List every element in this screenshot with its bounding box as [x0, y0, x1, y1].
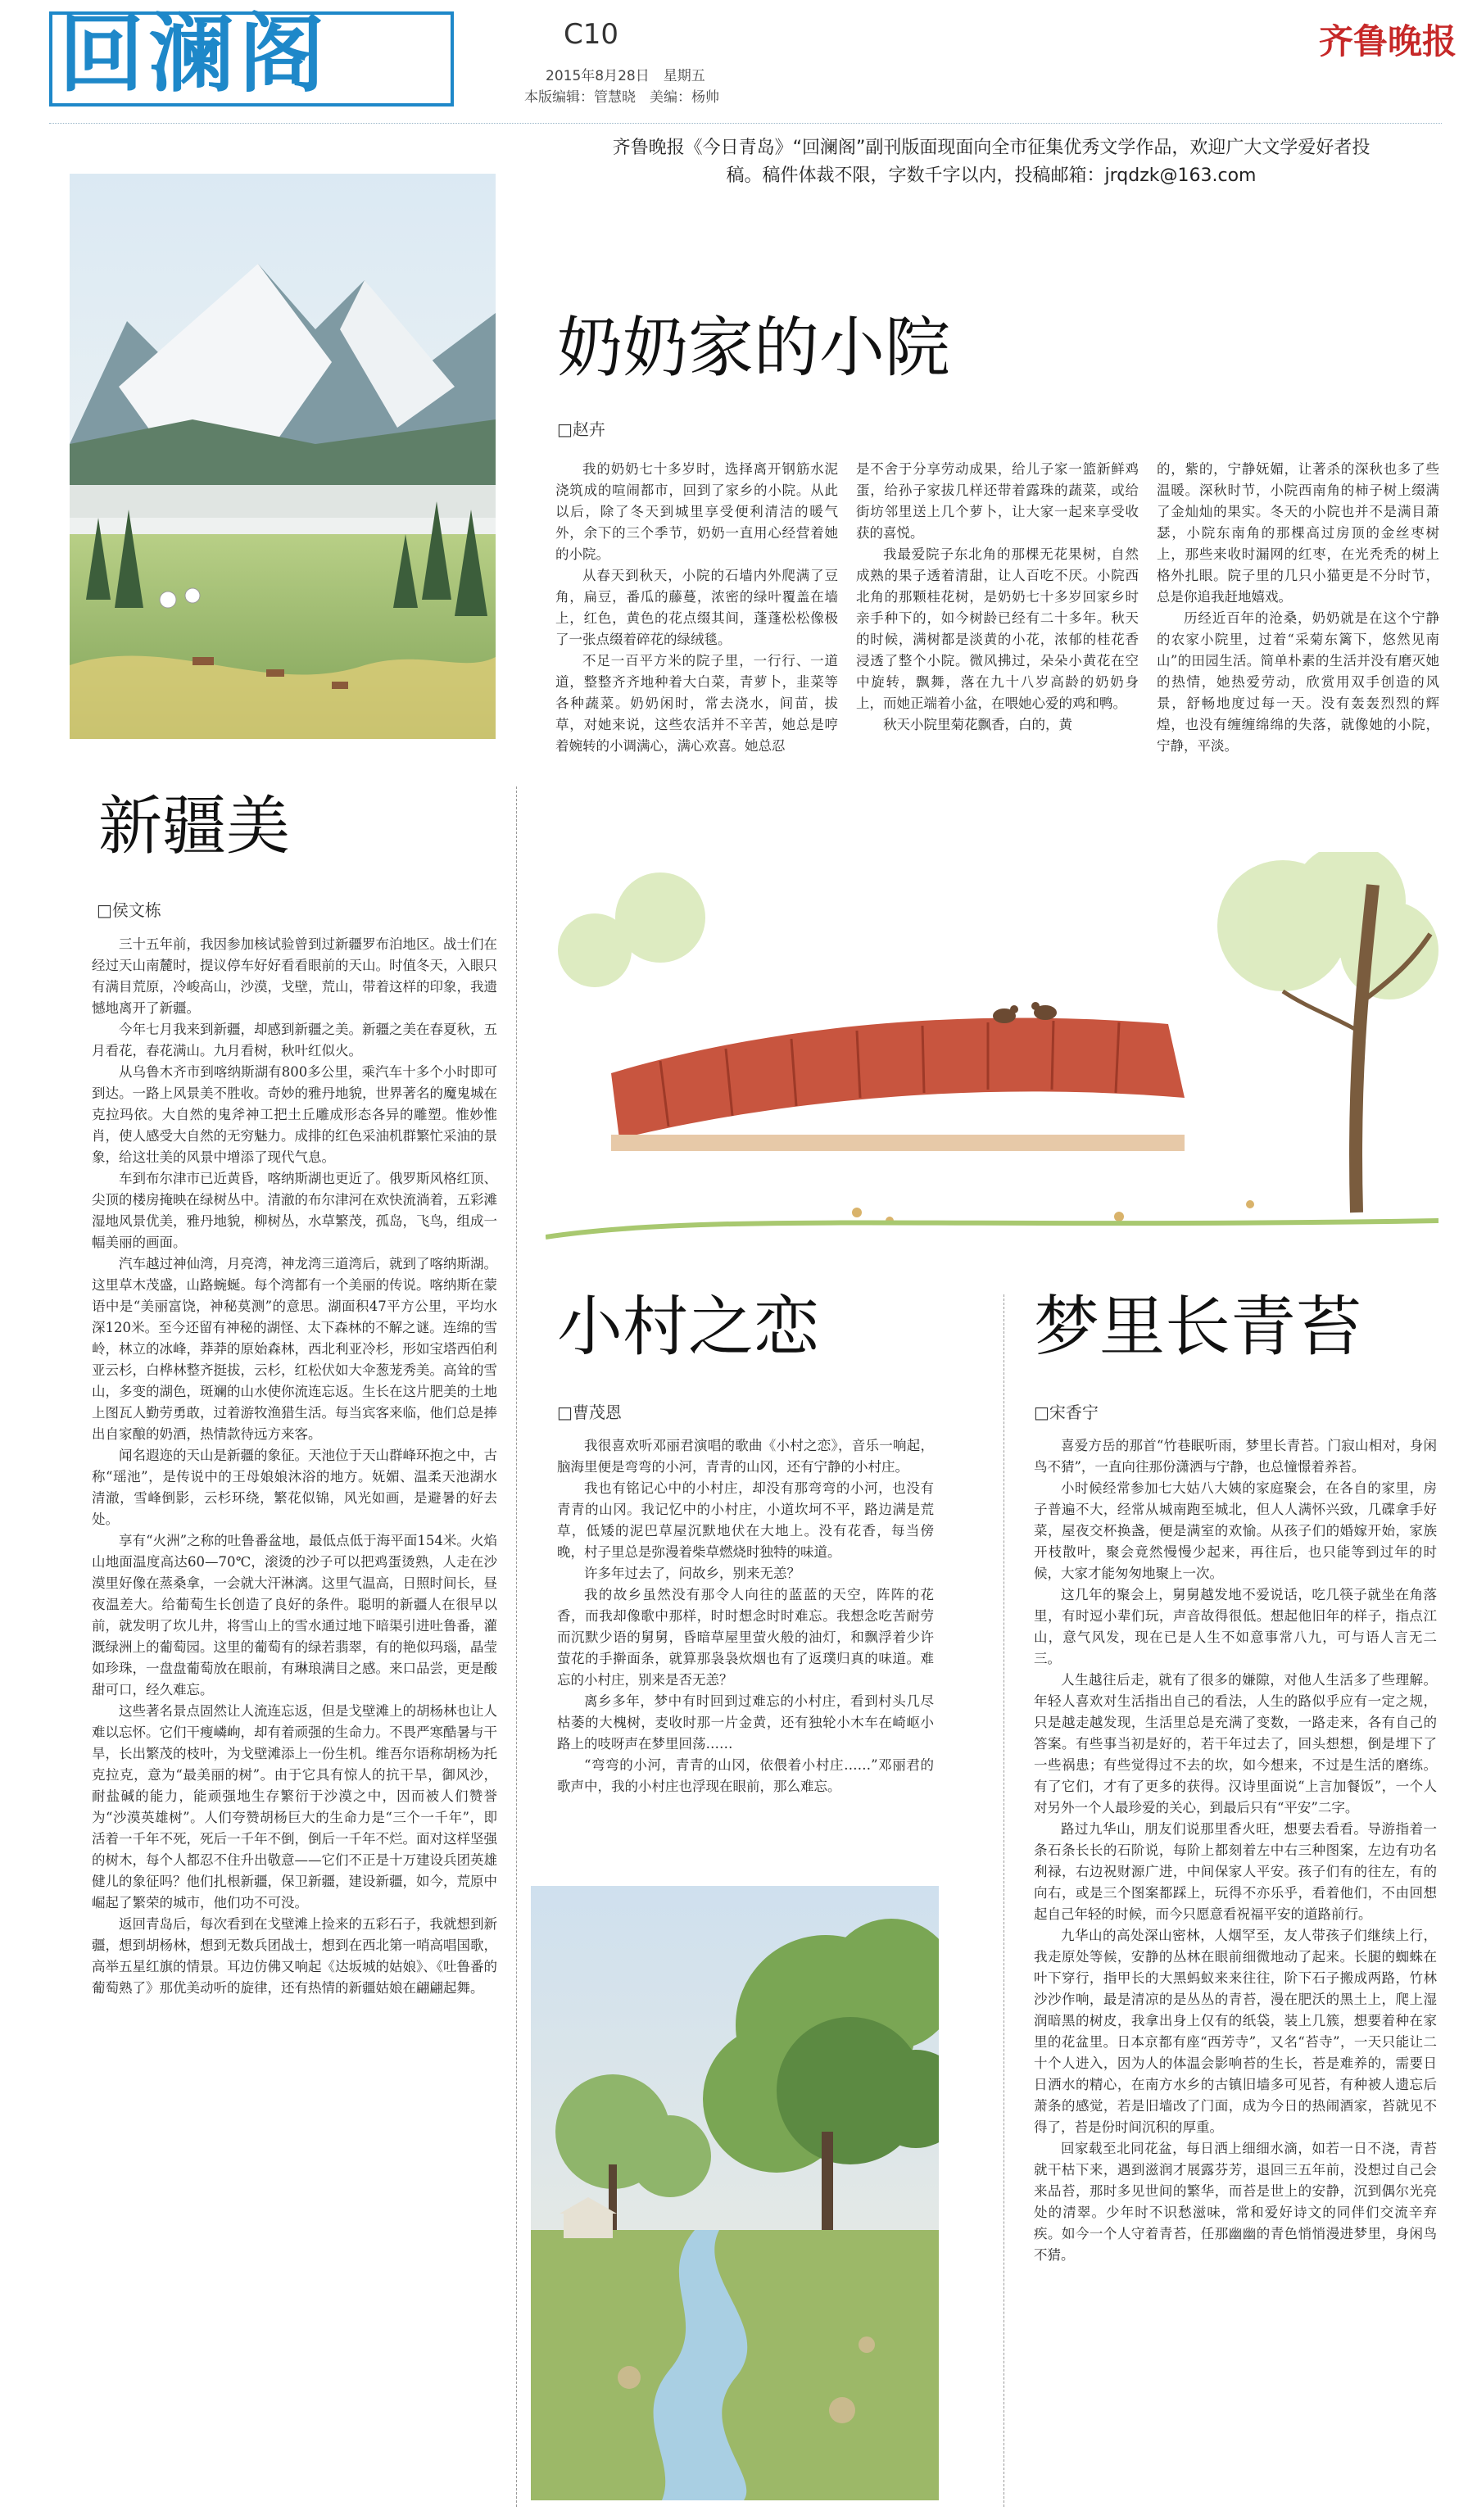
article-title-grandma: 奶奶家的小院 — [557, 310, 950, 386]
article-byline-xinjiang: □侯文栋 — [97, 900, 161, 920]
roof-and-tree-illustration — [546, 852, 1438, 1245]
article-body-village — [557, 1435, 934, 1878]
article-body-grandma-column-3 — [1157, 459, 1439, 836]
editor-credits: 本版编辑：管慧晓 美编：杨帅 — [524, 89, 719, 106]
paragraph: 的，紫的，宁静妩媚，让著杀的深秋也多了些温暖。深秋时节，小院西南角的柿子树上缀满了金灿灿的果实。冬天的小院也并不是满目萧瑟，小院东南角的那棵高过房顶的金丝枣树上，那些来收时漏网的红枣，在光秃秃的树上格外扎眼。院子里的几只小猫更是不分时节，总是你追我赶地嬉戏。 — [1157, 461, 1439, 605]
article-body-moss — [1034, 1435, 1437, 2504]
paragraph: 不足一百平方米的院子里，一行行、一道道，整整齐齐地种着大白菜，青萝卜，韭菜等各种蔬菜。奶奶闲时，常去浇水，间苗，拔草，对她来说，这些农活并不辛苦，她总是哼着婉转的小调满心，满心欢喜。她总忍 — [555, 653, 838, 754]
paragraph: 九华山的高处深山密林，人烟罕至，友人带孩子们继续上行，我走原处等候，安静的丛林在眼前细微地动了起来。长腿的蜘蛛在叶下穿行，指甲长的大黑蚂蚁来来往往，阶下石子搬成两路，竹林沙沙作响，最是清凉的是丛丛的青苔，漫在肥沃的黑土上，爬上湿润暗黑的树皮，我拿出身上仅有的纸袋，装上几簇，想要着种在家里的花盆里。日本京都有座“西芳寺”，又名“苔寺”，一天只能让二十个人进入，因为人的体温会影响苔的生长，苔是难养的，需要日日洒水的精心，在南方水乡的古镇旧墙多可见苔，有种被人遗忘后萧条的感觉，若是旧墙改了门面，成为今日的热闹酒家，苔就见不得了，苔是份时间沉积的厚重。 — [1034, 1928, 1437, 2135]
paragraph: 我的故乡虽然没有那令人向往的蓝蓝的天空，阵阵的花香，而我却像歌中那样，时时想念时时难忘。我想念吃苦耐劳而沉默少语的舅舅，昏暗草屋里萤火般的油灯，和飘浮着少许萤花的手擀面条，就算那袅袅炊烟也有了返璞归真的味道。难忘的小村庄，别来是否无恙？ — [557, 1587, 934, 1688]
paragraph: 从春天到秋天，小院的石墙内外爬满了豆角，扁豆，番瓜的藤蔓，浓密的绿叶覆盖在墙上，红色，黄色的花点缀其间，蓬蓬松松像极了一张点缀着碎花的绿绒毯。 — [555, 568, 838, 647]
article-title-village: 小村之恋 — [557, 1289, 819, 1365]
article-byline-moss: □宋香宁 — [1034, 1403, 1099, 1422]
column-divider — [516, 786, 517, 2507]
mountain-landscape-painting — [70, 174, 496, 739]
paragraph: 我的奶奶七十多岁时，选择离开钢筋水泥浇筑成的喧闹都市，回到了家乡的小院。从此以后，除了冬天到城里享受便利清洁的暖气外，余下的三个季节，奶奶一直用心经营着她的小院。 — [555, 461, 838, 562]
paragraph: 小时候经常参加七大姑八大姨的家庭聚会，在各自的家里，房子普遍不大，经常从城南跑至城北，但人人满怀兴致，几碟拿手好菜，屋夜交杯换盏，便是满室的欢愉。从孩子们的婚嫁开始，家族开枝散叶，聚会竟然慢慢少起来，再往后，也只能等到过年的时候，大家才能匆匆地聚上一次。 — [1034, 1480, 1437, 1581]
masthead-divider — [49, 123, 1442, 124]
submission-notice: 齐鲁晚报《今日青岛》“回澜阁”副刊版面现面向全市征集优秀文学作品，欢迎广大文学爱好者投稿。稿件体裁不限，字数千字以内，投稿邮箱：jrqdzk@163.com — [612, 138, 1371, 186]
paragraph: 返回青岛后，每次看到在戈壁滩上捡来的五彩石子，我就想到新疆，想到胡杨林，想到无数兵团战士，想到在西北第一哨高唱国歌，高举五星红旗的情景。耳边仿佛又响起《达坂城的姑娘》、《吐鲁番的葡萄熟了》那优美动听的旋律，还有热情的新疆姑娘在翩翩起舞。 — [92, 1916, 497, 1996]
edition-date: 2015年8月28日 星期五 — [546, 68, 705, 84]
paragraph: 离乡多年，梦中有时回到过难忘的小村庄，看到村头几尽枯萎的大槐树，麦收时那一片金黄，还有独轮小木车在崎岖小路上的吱呀声在梦里回荡…… — [557, 1693, 934, 1752]
article-title-xinjiang: 新疆美 — [98, 790, 291, 863]
paragraph: 历经近百年的沧桑，奶奶就是在这个宁静的农家小院里，过着“采菊东篱下，悠然见南山”的田园生活。简单朴素的生活并没有磨灭她的热情，她热爱劳动，欣赏用双手创造的风景，舒畅地度过每一天。没有轰轰烈烈的辉煌，也没有缠缠绵绵的失落，就像她的小院，宁静，平淡。 — [1157, 610, 1439, 754]
paragraph: 我很喜欢听邓丽君演唱的歌曲《小村之恋》，音乐一响起，脑海里便是弯弯的小河，青青的山冈，还有宁静的小村庄。 — [557, 1438, 934, 1475]
paragraph: 今年七月我来到新疆，却感到新疆之美。新疆之美在春夏秋，五月看花，春花满山。九月看树，秋叶红似火。 — [92, 1022, 497, 1058]
paragraph: 这几年的聚会上，舅舅越发地不爱说话，吃几筷子就坐在角落里，有时逗小辈们玩，声音故得很低。想起他旧年的样子，指点江山，意气风发，现在已是人生不如意事常八九，可与语人言无二三。 — [1034, 1587, 1437, 1666]
article-body-grandma-column-1 — [555, 459, 838, 836]
article-byline-village: □曹茂恩 — [557, 1403, 622, 1422]
riverside-trees-painting — [531, 1886, 939, 2500]
paragraph: 从乌鲁木齐市到喀纳斯湖有800多公里，乘汽车十多个小时即可到达。一路上风景美不胜收。奇妙的雅丹地貌，世界著名的魔鬼城在克拉玛依。大自然的鬼斧神工把土丘雕成形态各异的雕塑。惟妙惟肖，使人感受大自然的无穷魅力。成排的红色采油机群繁忙采油的景象，给这壮美的风景中增添了现代气息。 — [92, 1064, 497, 1165]
paragraph: 三十五年前，我因参加核试验曾到过新疆罗布泊地区。战士们在经过天山南麓时，提议停车好好看看眼前的天山。时值冬天，入眼只有满目荒原，冷峻高山，沙漠，戈壁，荒山，带着这样的印象，我遗憾地离开了新疆。 — [92, 936, 497, 1016]
paragraph: 是不舍于分享劳动成果，给儿子家一篮新鲜鸡蛋，给孙子家拔几样还带着露珠的蔬菜，或给街坊邻里送上几个萝卜，让大家一起来享受收获的喜悦。 — [856, 461, 1139, 541]
section-title: 回澜阁 — [59, 4, 330, 104]
paragraph: 路过九华山，朋友们说那里香火旺，想要去看看。导游指着一条石条长长的石阶说，每阶上都刻着左中右三种图案，左边有功名利禄，右边祝财源广进，中间保家人平安。孩子们有的往左，有的向右，或是三个图案都踩上，玩得不亦乐乎，看着他们，不由回想起自己年轻的时候，而今只愿意看祝福平安的道路前行。 — [1034, 1821, 1437, 1922]
paragraph: 许多年过去了，问故乡，别来无恙？ — [584, 1566, 800, 1581]
article-body-grandma-column-2 — [856, 459, 1139, 836]
newspaper-logo: 齐鲁晚报 — [1319, 21, 1457, 61]
paragraph: 秋天小院里菊花飘香，白的，黄 — [883, 717, 1072, 732]
article-byline-grandma: □赵卉 — [557, 419, 605, 439]
paragraph: “弯弯的小河，青青的山冈，依偎着小村庄……”邓丽君的歌声中，我的小村庄也浮现在眼前，那么难忘。 — [557, 1757, 934, 1794]
paragraph: 车到布尔津市已近黄昏，喀纳斯湖也更近了。俄罗斯风格红顶、尖顶的楼房掩映在绿树丛中。清澈的布尔津河在欢快流淌着，五彩滩湿地风景优美，雅丹地貌，柳树丛，水草繁茂，孤岛，飞鸟，组成一幅美丽的画面。 — [92, 1171, 497, 1250]
page-number: C10 — [564, 18, 619, 51]
paragraph: 我也有铭记心中的小村庄，却没有那弯弯的小河，也没有青青的山冈。我记忆中的小村庄，小道坎坷不平，路边满是荒草，低矮的泥巴草屋沉默地伏在大地上。没有花香，每当傍晚，村子里总是弥漫着柴草燃烧时独特的味道。 — [557, 1480, 934, 1560]
paragraph: 汽车越过神仙湾，月亮湾，神龙湾三道湾后，就到了喀纳斯湖。这里草木茂盛，山路蜿蜒。每个湾都有一个美丽的传说。喀纳斯在蒙语中是“美丽富饶，神秘莫测”的意思。湖面积47平方公里，平均水深120米。至今还留有神秘的湖怪、太下森林的不解之谜。连绵的雪岭，林立的冰峰，莽莽的原始森林，西北利亚冷杉，形如宝塔西伯利亚云杉，白桦林整齐挺拔，云杉，红松伏如大伞葱茏秀美。高耸的雪山，多变的湖色，斑斓的山水使你流连忘返。生长在这片肥美的土地上图瓦人勤劳勇敢，过着游牧渔猎生活。每当宾客来临，他们总是捧出自家酿的奶酒，热情款待远方来客。 — [92, 1256, 497, 1442]
paragraph: 我最爱院子东北角的那棵无花果树，自然成熟的果子透着清甜，让人百吃不厌。小院西北角的那颗桂花树，是奶奶七十多岁回家乡时亲手种下的，如今树龄已经有二十多年。秋天的时候，满树都是淡黄的小花，浓郁的桂花香浸透了整个小院。微风拂过，朵朵小黄花在空中旋转，飘舞，落在九十八岁高龄的奶奶身上，而她正端着小盆，在喂她心爱的鸡和鸭。 — [856, 546, 1139, 711]
paragraph: 人生越往后走，就有了很多的嫌隙，对他人生活多了些理解。年轻人喜欢对生活指出自己的看法，人生的路似乎应有一定之规，只是越走越发现，生活里总是充满了变数，一路走来，各有自己的答案。有些事当初是好的，若干年过去了，回头想想，倒是埋下了一些祸患；有些觉得过不去的坎，如今想来，不过是生活的磨练。有了它们，才有了更多的获得。汉诗里面说“上言加餐饭”，一个人对另外一个人最珍爱的关心，到最后只有“平安”二字。 — [1034, 1672, 1437, 1815]
paragraph: 享有“火洲”之称的吐鲁番盆地，最低点低于海平面154米。火焰山地面温度高达60—70℃，滚烫的沙子可以把鸡蛋烫熟，人走在沙漠里好像在蒸桑拿，一会就大汗淋漓。这里气温高，日照时间长，昼夜温差大。给葡萄生长创造了良好的条件。聪明的新疆人在很早以前，就发明了坎儿井，将雪山上的雪水通过地下暗渠引进吐鲁番，灌溉绿洲上的葡萄园。这里的葡萄有的绿若翡翠，有的艳似玛瑙，晶莹如珍珠，一盘盘葡萄放在眼前，有琳琅满目之感。来口品尝，更是酸甜可口，经久难忘。 — [92, 1533, 497, 1697]
paragraph: 这些著名景点固然让人流连忘返，但是戈壁滩上的胡杨林也让人难以忘怀。它们干瘦嶙峋，却有着顽强的生命力。不畏严寒酷暑与干旱，长出繁茂的枝叶，为戈壁滩添上一份生机。维吾尔语称胡杨为托克拉克，意为“最美丽的树”。由于它具有惊人的抗干旱，御风沙，耐盐碱的能力，能顽强地生存繁衍于沙漠之中，因而被人们赞誉为“沙漠英雄树”。人们夸赞胡杨巨大的生命力是“三个一千年”，即活着一千年不死，死后一千年不倒，倒后一千年不烂。面对这样坚强的树木，每个人都忍不住升出敬意——它们不正是十万建设兵团英雄健儿的象征吗？他们扎根新疆，保卫新疆，建设新疆，如今，荒原中崛起了繁荣的城市，他们功不可没。 — [92, 1703, 497, 1910]
paragraph: 喜爱方岳的那首“竹巷眠听雨，梦里长青苔。门寂山相对，身闲鸟不猜”，一直向往那份潇洒与宁静，也总憧憬着养苔。 — [1034, 1438, 1437, 1475]
paragraph: 回家载至北同花盆，每日洒上细细水滴，如若一日不浇，青苔就干枯下来，遇到滋润才展露芬芳，退回三五年前，没想过自己会来品苔，那时多见世间的繁华，而苔是世上的安静，沉到偶尔光亮处的清翠。少年时不识愁滋味，常和爱好诗文的同伴们交流辛弃疾。如今一个人守着青苔，任那幽幽的青色悄悄漫进梦里，身闲鸟不猜。 — [1034, 2141, 1437, 2263]
paragraph: 闻名遐迩的天山是新疆的象征。天池位于天山群峰环抱之中，古称“瑶池”，是传说中的王母娘娘沐浴的地方。妩媚、温柔天池湖水清澈，雪峰倒影，云杉环绕，繁花似锦，风光如画，是避暑的好去处。 — [92, 1448, 497, 1527]
article-body-xinjiang — [92, 934, 497, 2503]
article-title-moss: 梦里长青苔 — [1034, 1289, 1361, 1365]
